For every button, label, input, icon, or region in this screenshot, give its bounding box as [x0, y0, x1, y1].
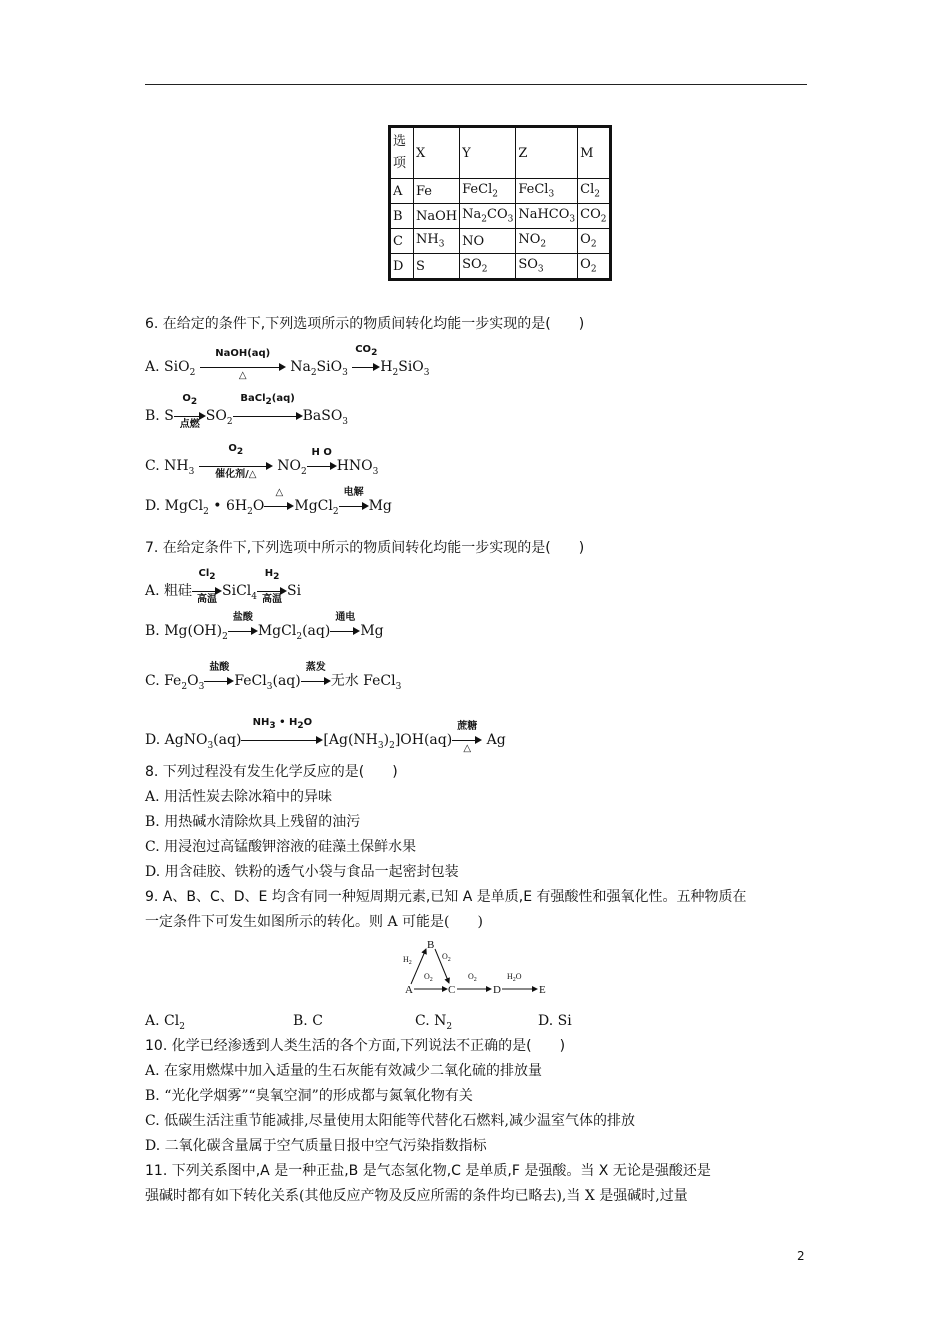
table-header-cell: X	[414, 127, 460, 179]
node-d: D	[493, 984, 501, 996]
q7-stem: 7. 在给定条件下,下列选项中所示的物质间转化均能一步实现的是( )	[145, 540, 585, 556]
label-o2-ac: $O_2$	[424, 972, 433, 983]
reaction-arrow: H O	[307, 460, 337, 470]
q10-option-b: B. “光化学烟雾”“臭氧空洞”的形成都与氮氧化物有关	[145, 1088, 473, 1104]
label-h2: $H_2$	[403, 955, 412, 966]
label-o2-bc: $O_2$	[442, 952, 451, 963]
q8-stem: 8. 下列过程没有发生化学反应的是( )	[145, 764, 398, 780]
table-cell: $SO_2$	[460, 254, 516, 280]
q6-option-a: A. SiO$_2$ NaOH(aq) △ $Na_2SiO_3$ $CO_2$ $H_2SiO_3$	[145, 344, 430, 381]
node-b: B	[427, 939, 435, 951]
q6-option-b: B. S $O_2$ 点燃 $SO_2$ BaCl$_2$(aq) BaSO$_3$	[145, 393, 349, 430]
reaction-arrow: $NH_3$ • $H_2O$	[241, 734, 323, 744]
reaction-arrow: △	[264, 500, 294, 510]
q9-stem-line1: 9. A、B、C、D、E 均含有同一种短周期元素,已知 A 是单质,E 有强酸性和强氧化性。五种物质在	[145, 889, 747, 905]
table-header-cell: 选项	[390, 127, 414, 179]
q8-option-b: B. 用热碱水清除炊具上残留的油污	[145, 814, 361, 830]
reaction-arrow: 蒸发	[301, 675, 331, 685]
label-h2o: $H_2O$	[507, 972, 522, 983]
q9-stem-line2: 一定条件下可发生如图所示的转化。则 A 可能是( )	[145, 914, 483, 930]
table-cell: FeCl$_2$	[460, 179, 516, 204]
table-row	[390, 179, 611, 204]
node-c: C	[448, 984, 456, 996]
q9-option-a: A. $Cl_2$	[145, 1013, 185, 1032]
reaction-arrow: 盐酸	[228, 625, 258, 635]
q6-stem: 6. 在给定的条件下,下列选项所示的物质间转化均能一步实现的是( )	[145, 316, 585, 332]
table-row	[390, 204, 611, 229]
reaction-arrow: $O_2$ 点燃	[174, 410, 206, 420]
q6-option-c: C. $NH_3$ $O_2$ 催化剂/△ $NO_2$ H O $HNO_3$	[145, 443, 379, 480]
table-cell: FeCl$_3$	[516, 179, 578, 204]
reaction-arrow: 蔗糖 △	[452, 734, 482, 744]
node-a: A	[405, 984, 413, 996]
q10-option-d: D. 二氧化碳含量属于空气质量日报中空气污染指数指标	[145, 1138, 487, 1154]
q8-option-d: D. 用含硅胶、铁粉的透气小袋与食品一起密封包装	[145, 864, 459, 880]
table-cell: NO	[460, 229, 516, 254]
q9-option-b: B. C	[293, 1013, 323, 1029]
q8-option-c: C. 用浸泡过高锰酸钾溶液的硅藻土保鲜水果	[145, 839, 417, 855]
table-cell: $Na_2CO_3$	[460, 204, 516, 229]
q11-stem-line2: 强碱时都有如下转化关系(其他反应产物及反应所需的条件均已略去),当 X 是强碱时,过量	[145, 1188, 688, 1204]
q10-option-c: C. 低碳生活注重节能减排,尽量使用太阳能等代替化石燃料,减少温室气体的排放	[145, 1113, 636, 1129]
reaction-arrow: NaOH(aq) △	[200, 361, 286, 371]
table-header-cell: Y	[460, 127, 516, 179]
reaction-arrow: $CO_2$	[352, 361, 380, 371]
table-cell: D	[390, 254, 414, 280]
q7-option-b: B. $Mg(OH)_2$ 盐酸 MgCl$_2$(aq) 通电 Mg	[145, 612, 384, 642]
table-header-cell: Z	[516, 127, 578, 179]
table-row	[390, 229, 611, 254]
table-cell: Fe	[414, 179, 460, 204]
table-cell: $O_2$	[578, 229, 610, 254]
table-cell: $NO_2$	[516, 229, 578, 254]
conversion-diagram-svg	[395, 937, 555, 999]
table-cell: NaHCO$_3$	[516, 204, 578, 229]
q6-option-d: D. MgCl$_2$ • $6H_2O$ △ MgCl$_2$ 电解 Mg	[145, 487, 392, 517]
options-table	[388, 125, 612, 281]
q9-option-c: C. $N_2$	[415, 1013, 453, 1032]
q7-option-d: D. AgNO$_3$(aq) $NH_3$ • $H_2O$ $[Ag(NH_3)_2]OH(aq)$ 蔗糖 △ Ag	[145, 717, 506, 754]
page-number: 2	[797, 1249, 805, 1263]
reaction-arrow: $Cl_2$ 高温	[192, 585, 222, 595]
table-cell: NaOH	[414, 204, 460, 229]
table-cell: $CO_2$	[578, 204, 610, 229]
reaction-arrow: 通电	[330, 625, 360, 635]
q10-option-a: A. 在家用燃煤中加入适量的生石灰能有效减少二氧化硫的排放量	[145, 1063, 543, 1079]
table-row	[390, 254, 611, 280]
label-o2-cd: $O_2$	[468, 972, 477, 983]
q10-stem: 10. 化学已经渗透到人类生活的各个方面,下列说法不正确的是( )	[145, 1038, 566, 1054]
node-e: E	[539, 984, 546, 996]
q7-option-a: A. 粗硅 $Cl_2$ 高温 SiCl$_4$ $H_2$ 高温 Si	[145, 568, 302, 605]
reaction-arrow: BaCl$_2$(aq)	[233, 410, 303, 420]
table-cell: B	[390, 204, 414, 229]
reaction-arrow: 盐酸	[204, 675, 234, 685]
q11-stem-line1: 11. 下列关系图中,A 是一种正盐,B 是气态氢化物,C 是单质,F 是强酸。当 X 无论是强酸还是	[145, 1163, 711, 1179]
q8-option-a: A. 用活性炭去除冰箱中的异味	[145, 789, 333, 805]
table-header-row	[390, 127, 611, 179]
q9-option-d: D. Si	[538, 1013, 572, 1029]
table-cell: C	[390, 229, 414, 254]
table-cell: $Cl_2$	[578, 179, 610, 204]
table-cell: $O_2$	[578, 254, 610, 280]
reaction-arrow: $O_2$ 催化剂/△	[199, 460, 273, 470]
table-header-cell: M	[578, 127, 610, 179]
conversion-diagram	[395, 937, 555, 1003]
reaction-arrow: $H_2$ 高温	[257, 585, 287, 595]
reaction-arrow: 电解	[339, 500, 369, 510]
table-cell: $SO_3$	[516, 254, 578, 280]
table-cell: S	[414, 254, 460, 280]
table-cell: $NH_3$	[414, 229, 460, 254]
q7-option-c: C. $Fe_2O_3$ 盐酸 FeCl$_3$(aq) 蒸发 无水 FeCl$_3$	[145, 662, 402, 692]
table-cell: A	[390, 179, 414, 204]
header-rule	[145, 84, 807, 85]
